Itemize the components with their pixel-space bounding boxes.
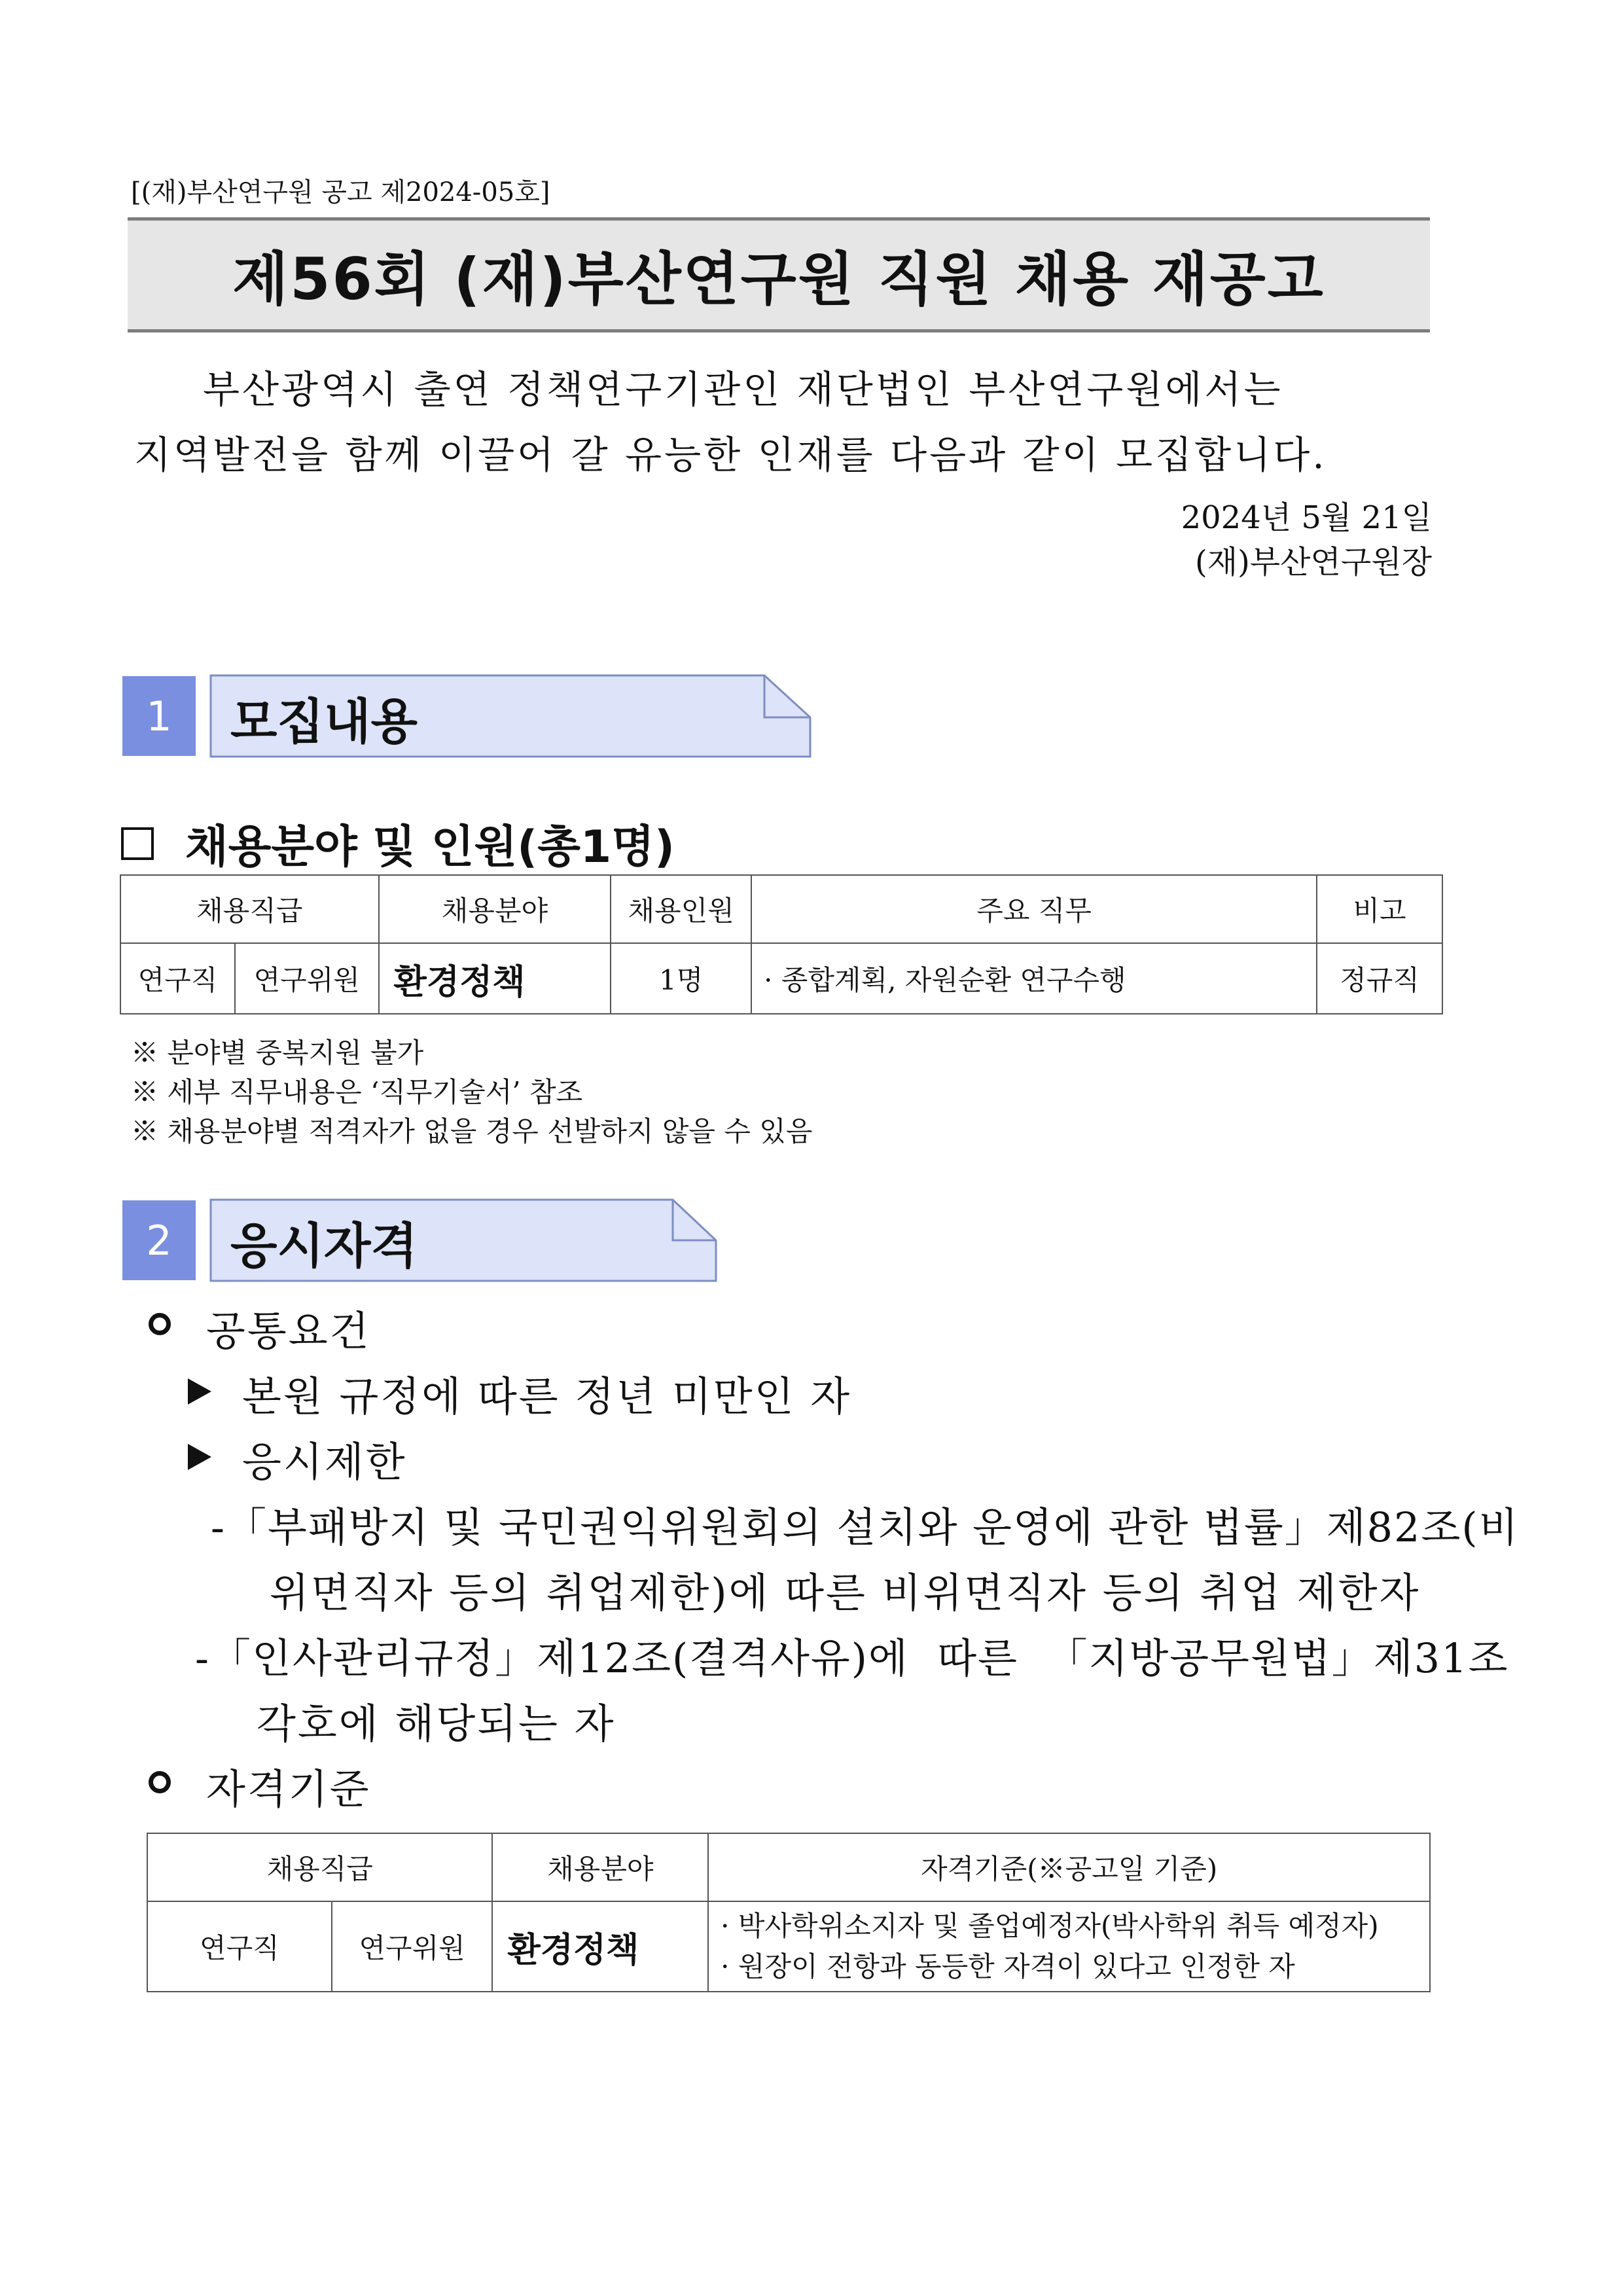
restriction-2-line-1: -「인사관리규정」제12조(결격사유)에 따른 「지방공무원법」제31조 [195,1634,1509,1682]
cell-position: 연구위원 [332,1901,493,1992]
restriction-1-line-1: -「부패방지 및 국민권익위원회의 설치와 운영에 관한 법률」제82조(비 [211,1503,1520,1551]
notice-date: 2024년 5월 21일 [1181,499,1432,536]
header-duty: 주요 직무 [751,875,1317,943]
table-row [120,943,1442,1014]
cell-remark: 정규직 [1317,943,1442,1014]
intro-line-1: 부산광역시 출연 정책연구기관인 재단법인 부산연구원에서는 [203,367,1283,412]
section-number-1: 1 [122,676,196,756]
cell-count: 1명 [611,943,751,1014]
cell-field: 환경정책 [492,1901,708,1992]
intro-line-2: 지역발전을 함께 이끌어 갈 유능한 인재를 다음과 같이 모집합니다. [134,433,1327,477]
notice-number: [(재)부산연구원 공고 제2024-05호] [131,177,550,207]
criteria-table [147,1833,1431,1992]
common-heading: 공통요건 [206,1307,371,1355]
cell-field: 환경정책 [379,943,611,1014]
table-header-row [147,1833,1430,1901]
restriction-2-line-2: 각호에 해당되는 자 [257,1700,616,1748]
header-field: 채용분야 [492,1833,708,1901]
title-bar [128,217,1430,332]
criteria-line-2: · 원장이 전항과 동등한 자격이 있다고 인정한 자 [721,1950,1295,1982]
checkbox-square-icon [121,827,154,860]
note-1: ※ 분야별 중복지원 불가 [131,1037,424,1069]
common-item-2: 응시제한 [242,1438,407,1486]
cell-position: 연구위원 [235,943,379,1014]
note-3: ※ 채용분야별 적격자가 없을 경우 선발하지 않을 수 있음 [131,1115,813,1147]
table-header-row [120,875,1442,943]
note-2: ※ 세부 직무내용은 ‘직무기술서’ 참조 [131,1076,583,1108]
header-count: 채용인원 [611,875,751,943]
header-rank: 채용직급 [147,1833,492,1901]
circle-bullet-icon [149,1313,171,1335]
recruitment-subheading [121,812,675,875]
subheading-text: 채용분야 및 인원(총1명) [185,821,675,873]
signatory: (재)부산연구원장 [1194,544,1432,581]
cell-duty: · 종합계획, 자원순환 연구수행 [751,943,1317,1014]
header-remark: 비고 [1317,875,1442,943]
section-title-1: 모집내용 [230,694,418,750]
page-title: 제56회 (재)부산연구원 직원 채용 재공고 [232,245,1325,313]
header-field: 채용분야 [379,875,611,943]
circle-bullet-icon [149,1771,171,1793]
recruitment-table [120,874,1443,1014]
table-row [147,1901,1430,1992]
cell-rank: 연구직 [120,943,235,1014]
restriction-1-line-2: 위면직자 등의 취업제한)에 따른 비위면직자 등의 취업 제한자 [270,1569,1421,1617]
triangle-bullet-icon [188,1444,211,1470]
criteria-heading: 자격기준 [206,1765,371,1813]
triangle-bullet-icon [188,1378,211,1405]
header-rank: 채용직급 [120,875,379,943]
cell-criteria [708,1901,1430,1992]
section-number-2: 2 [122,1200,196,1280]
criteria-line-1: · 박사학위소지자 및 졸업예정자(박사학위 취득 예정자) [721,1910,1379,1942]
header-criteria: 자격기준(※공고일 기준) [708,1833,1430,1901]
cell-rank: 연구직 [147,1901,332,1992]
section-title-2: 응시자격 [230,1218,418,1274]
common-item-1: 본원 규정에 따른 정년 미만인 자 [242,1372,852,1420]
